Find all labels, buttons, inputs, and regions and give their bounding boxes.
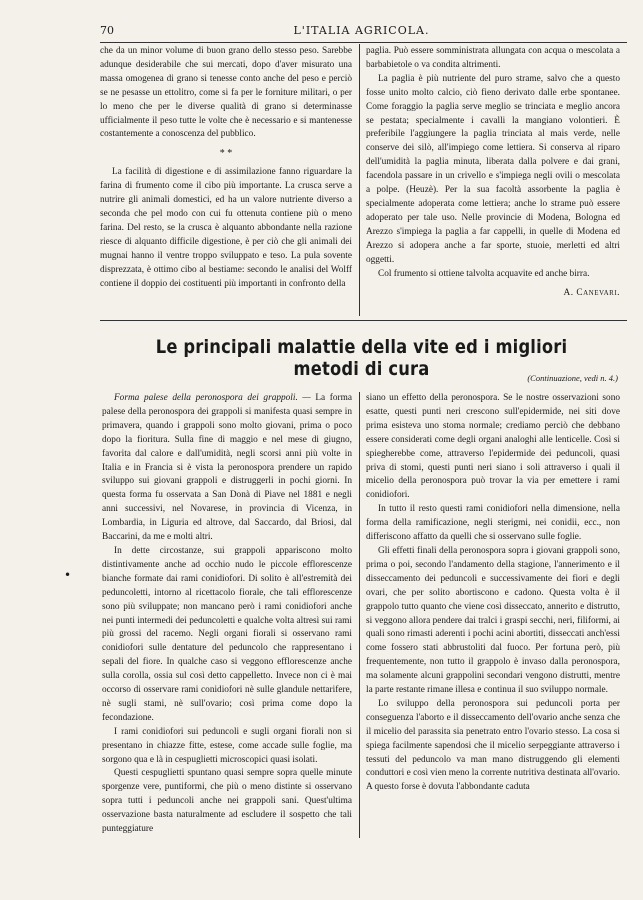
continuation-note: (Continuazione, vedi n. 4.) <box>527 373 618 383</box>
article-right-column <box>366 392 620 840</box>
article-left-column <box>102 392 352 840</box>
paragraph: Col frumento si ottiene talvolta acquavite ed anche birra. <box>378 268 590 279</box>
paragraph: In tutto il resto questi rami conidiofori nella dimensione, nella forma della ramificazione, negli sterigmi, nei conidii, ecc., non differiscono affatto da quelli che si osservano sulle foglie. <box>366 504 620 543</box>
subsection-heading: Forma palese della peronospora dei grappoli. — <box>114 393 311 403</box>
column-rule <box>359 44 360 316</box>
paragraph: paglia. Può essere somministrata allungata con acqua o mescolata a barbabietole o va condita altrimenti. <box>366 46 620 70</box>
page-number: 70 <box>100 24 114 37</box>
top-right-column <box>366 45 620 317</box>
paragraph: siano un effetto della peronospora. Se le nostre osservazioni sono esatte, questi punti neri crescono sull'epidermide, nei siti dove prima esisteva uno stoma normale; crediamo perciò che debbano essere considerati come degli organi analoghi alle lenticelle. Così si spiegherebbe come, attraverso l'epidermide dei peduncoli, quasi priva di stomi, questi punti neri siano i soli attraverso i quali il micelio della peronospora può trovar la via per emettere i rami conidiofori. <box>366 393 620 501</box>
top-left-column <box>100 45 352 315</box>
paragraph: La facilità di digestione e di assimilazione fanno riguardare la farina di frumento come il cibo più importante. La crusca serve a nutrire gli animali domestici, ed ha un valore nutriente diverso a seconda che pel modo con cui fu ottenuta contiene più o meno farina. Del resto, se la crusca è alquanto abbondante nella razione riesce di alquanto difficile digestione, è per ciò che gli animali dei mugnai hanno il ventre troppo sviluppato e teso. La pula sovente disprezzata, è ottimo cibo al bestiame: secondo le analisi del Wolff contiene il doppio dei costituenti più importanti in confronto della <box>100 167 352 289</box>
paragraph: Lo sviluppo della peronospora sui peduncoli porta per conseguenza l'aborto e il disseccamento dell'ovario anche senza che il micelio del parassita sia penetrato entro l'ovario stesso. La cosa si spiega facilmente sapendosi che il micelio serpeggiante attraverso i tessuti del peduncolo va man mano distruggendo gli elementi conduttori e così vien meno la corrente nutritiva destinata all'ovario. A questo forse è dovuta l'abbondante caduta <box>366 698 620 793</box>
paragraph: che da un minor volume di buon grano dello stesso peso. Sarebbe adunque desiderabile che sui mercati, dopo d'aver misurato una massa omogenea di grano si tenesse conto anche del peso e perciò se ne pesasse un ettolitro, come si fa per le forniture militari, o per lo meno che per le diverse qualità di grano si determinasse ufficialmente il peso tutte le volte che è necessario e si mantenesse costantemente a conoscenza del pubblico. <box>100 46 352 140</box>
paragraph: Gli effetti finali della peronospora sopra i giovani grappoli sono, prima o poi, secondo l'andamento della stagione, l'annerimento e il disseccamento dei peduncoli e successivamente dei fiori e degli ovari, che per solito abortiscono e cadono. Questa volta è il grappolo tutto quanto che viene così disseccato, annerito e distrutto, si veggono allora pendere dai tralci i graspi secchi, neri, filiformi, ai quali sono rimasti aderenti i pochi acini abortiti, disseccati anch'essi come fossero stati abbrustoliti dal fuoco. Per fortuna però, più frequentemente, non tutto il grappolo è invaso dalla peronospora, ma solamente alcuni grappolini secondari vengono distrutti, mentre la parte restante rimane illesa e continua il suo sviluppo normale. <box>366 545 620 696</box>
paragraph: In dette circostanze, sui grappoli appariscono molto distintivamente anche ad occhio nudo le piccole efflorescenze bianche formate dai rami conidiofori. Di solito è all'estremità dei peduncoletti, intorno al ricettacolo fiorale, che tali efflorescenze sono più sviluppate; non mancano però i rami conidiofori anche nei punti intermedi dei peduncoletti e qualche volta altresì sui rami più grossi del racemo. Negli organi fiorali si osservano rami conidiofori sulle dentature del peduncolo che rappresentano i sepali del fiore. In qualche caso si veggono efflorescenze anche sulla corolla, ossia sul così detto cappelletto. Invece non ci è mai occorso di osservare rami conidiofori nè sulle glandule nettarifere, nè sugli stami, nè sull'ovario; così prima come dopo la fecondazione. <box>102 545 352 723</box>
running-header <box>100 24 623 42</box>
paragraph: La forma palese della peronospora dei grappoli si manifesta quasi sempre in primavera, quando i grappoli sono molto giovani, prima o poco dopo la fioritura. Sulla fine di maggio e nel mese di giugno, favorita dal calore e dall'umidità, negli scorsi anni più volte in Italia e in Francia si è vista la peronospora prendere un rapido sviluppo sui giovani grappoli e distruggerli in pochi giorni. In questa forma fu osservata a San Donà di Piave nel 1881 e negli anni successivi, nel Novarese, in provincia di Vicenza, in Lombardia, in Liguria ed altrove, dal Saccardo, dal Briosi, dal Baccarini, da me e molti altri. <box>102 393 352 543</box>
paragraph: I rami conidiofori sui peduncoli e sugli organi fiorali non si presentano in chiazze fitte, estese, come accade sulle foglie, ma sorgono qua e là in cespuglietti microscopici quasi isolati. <box>102 726 352 765</box>
section-rule <box>100 320 627 321</box>
author-signature: A. Canevari. <box>563 288 620 299</box>
article-title: Le principali malattie della vite ed i migliori metodi di cura <box>155 336 568 380</box>
paragraph: La paglia è più nutriente del puro strame, salvo che a questo fosse unito molto calcio, ciò fieno derivato dalle erbe spontanee. Come foraggio la paglia serve meglio se trinciata e meglio ancora se pestata; specialmente i cavalli la mangiano volontieri. È preferibile l'aggiungere la paglia trinciata al mais verde, nelle conserve dei silò, all'impiego come lettiera. Si conserva al riparo dell'umidità la paglia minuta, liberata dalla polvere e dai grani, facendola passare in un crivello e s'impiega negli ovili o mescolata a polpe. (Heuzè). Per la sua facoltà assorbente la paglia è specialmente adoperata come lettiera; anche lo strame può essere adoperato per tale uso. Nelle provincie di Modena, Bologna ed Arezzo s'impiega la paglia a far cappelli, in quelle di Modena ed Arezzo si adopera anche a far sporte, stuoie, merletti ed altri oggetti. <box>366 73 620 265</box>
paragraph: Questi cespuglietti spuntano quasi sempre sopra quelle minute sporgenze vere, puntiformi, che più o meno distinte si osservano sopra tutti i peduncoli anche nei grappoli sani. Quest'ultima osservazione basta naturalmente ad escludere il sospetto che tali punteggiature <box>102 768 352 835</box>
running-title: L'ITALIA AGRICOLA. <box>293 24 430 37</box>
header-rule <box>100 42 627 43</box>
margin-mark: • <box>64 568 72 582</box>
column-rule <box>359 392 360 838</box>
section-separator: * * <box>219 148 233 160</box>
